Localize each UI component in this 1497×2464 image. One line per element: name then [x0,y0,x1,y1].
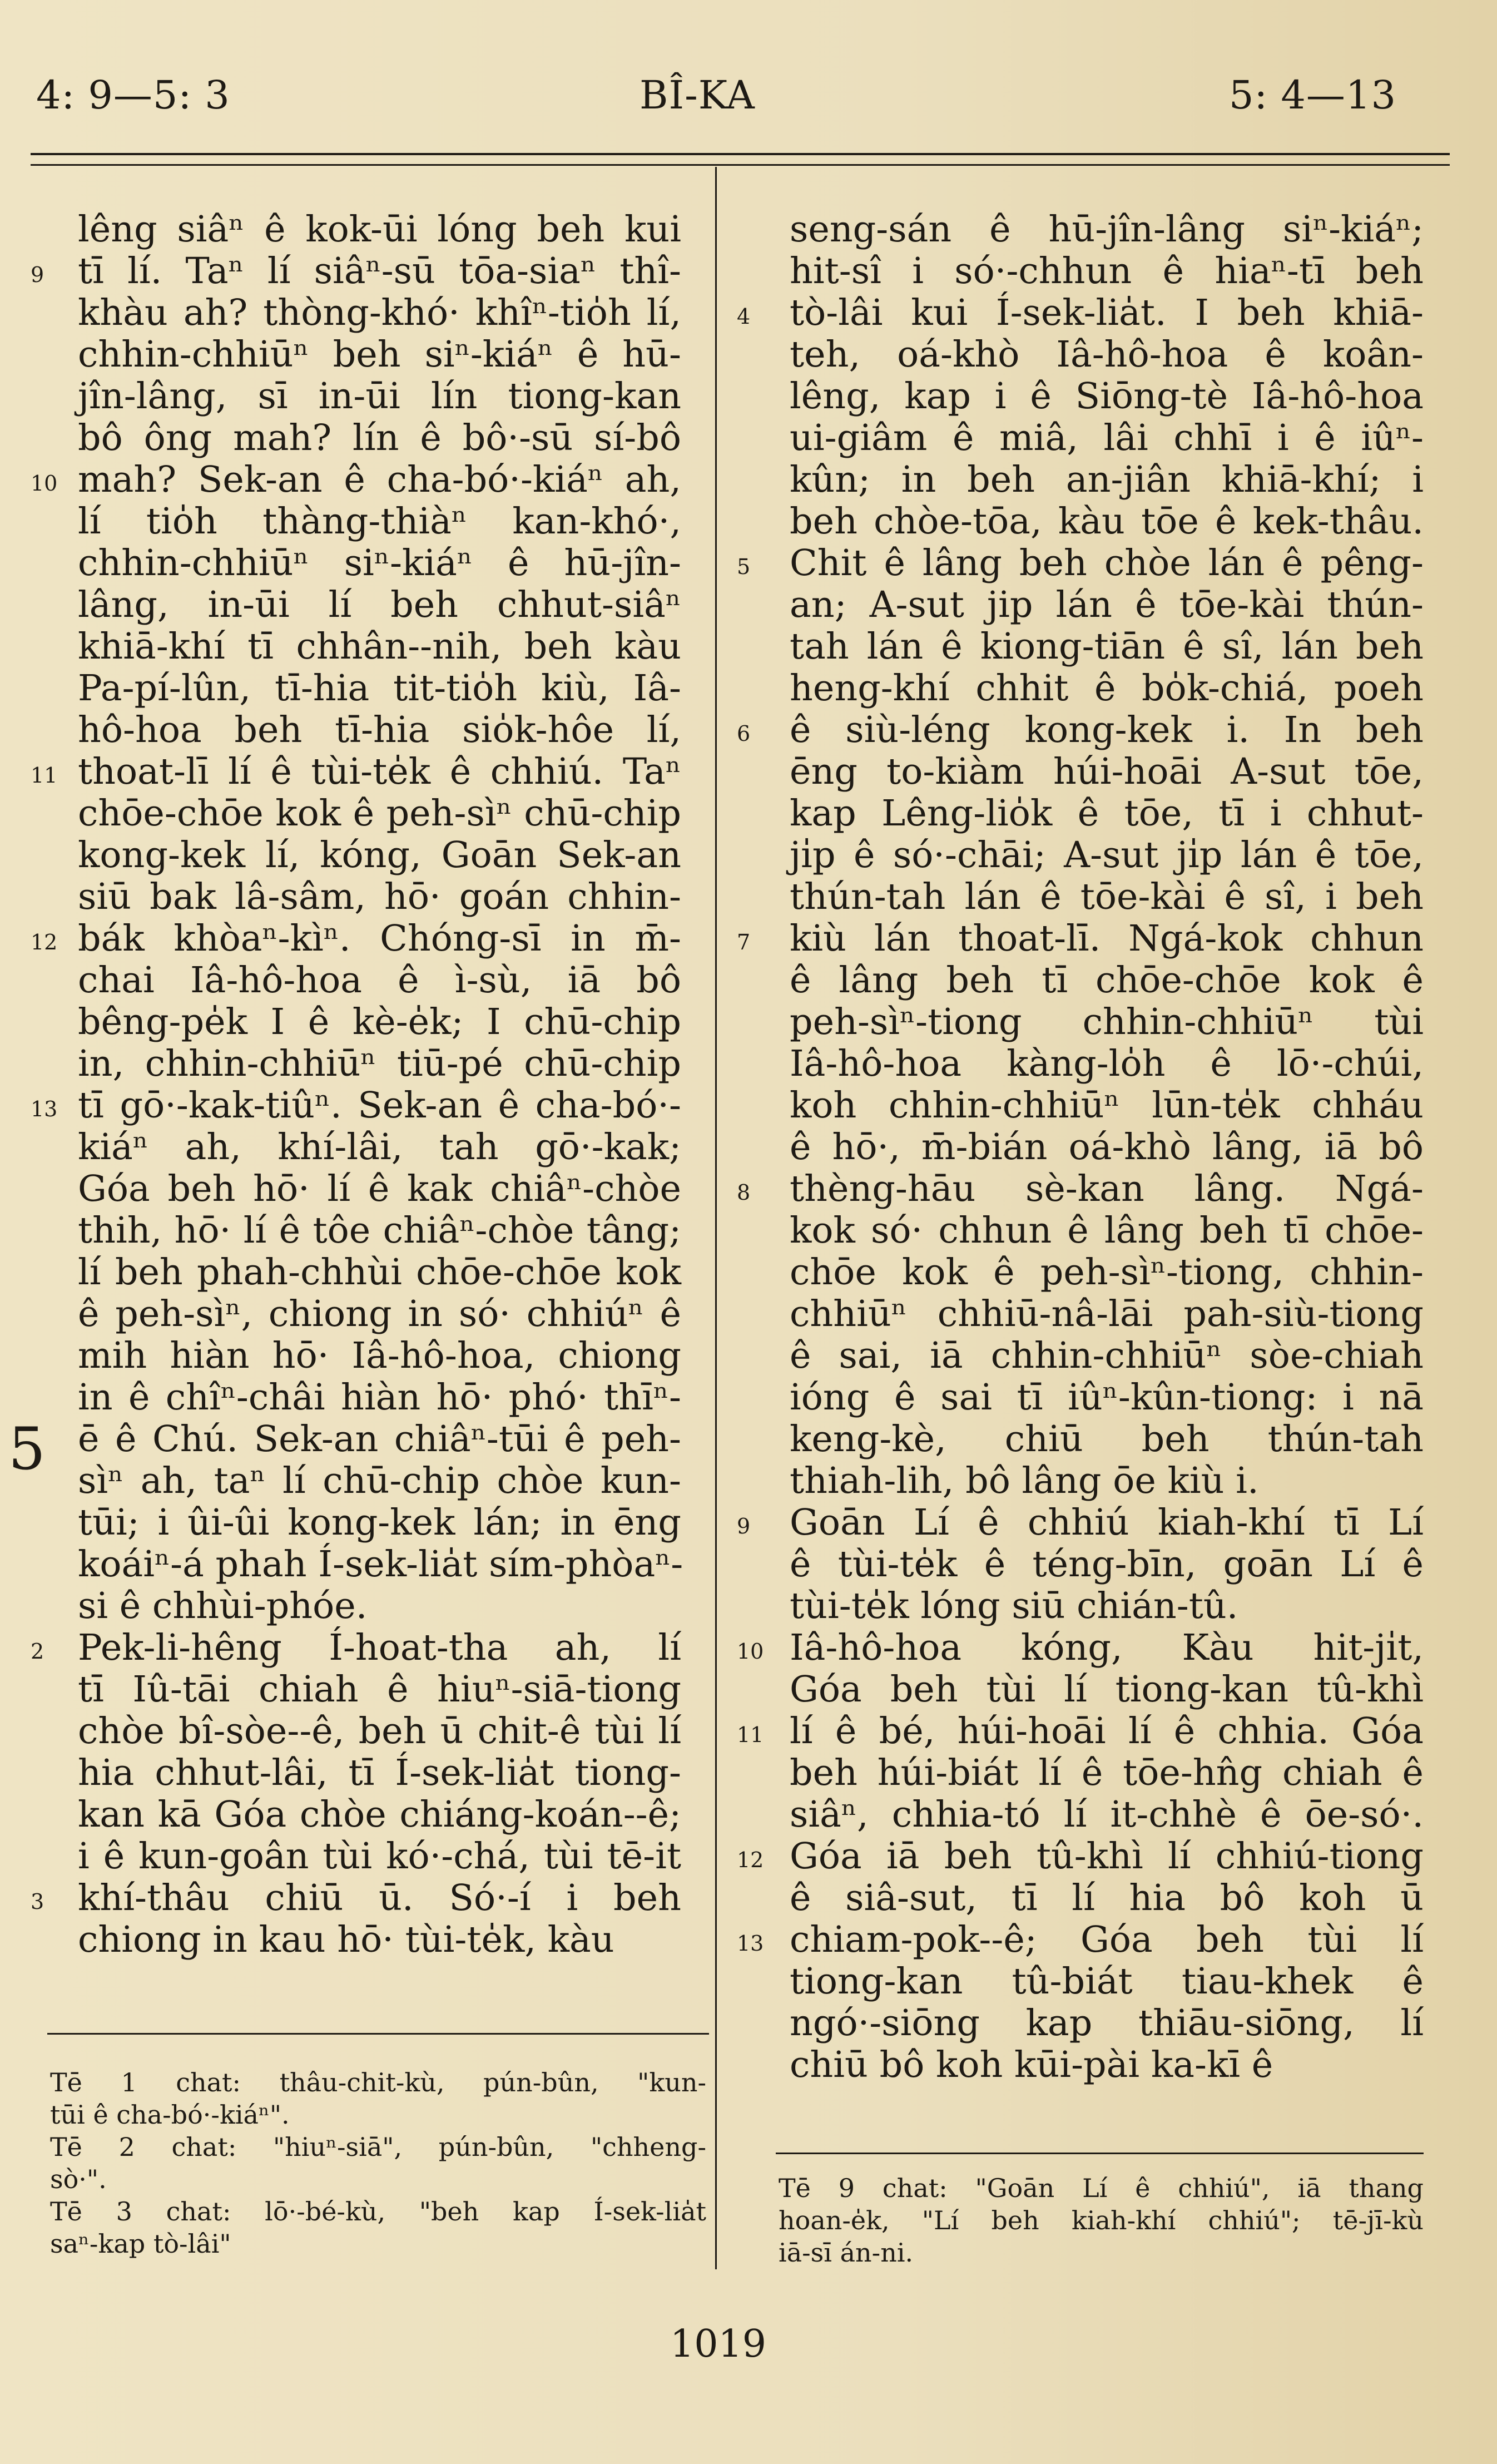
left-column-line [78,1794,681,1835]
right-column-line [790,501,1424,542]
right-column-line [790,1001,1424,1043]
line-text: chhin-chhiūⁿ siⁿ-kiáⁿ ê hū-jîn- [78,542,681,584]
line-text: Iâ-hô-hoa kàng-lo̍h ê lō·-chúi, [790,1043,1424,1085]
line-text: keng-kè, chiū beh thún-tah [790,1418,1424,1460]
right-column-line [790,1585,1424,1627]
chapter-number: 5 [8,1415,46,1483]
right-column-line [790,2002,1424,2044]
verse-number: 10 [737,1639,764,1664]
footnote-line: Tē 9 chat: "Goān Lí ê chhiú", iā thang [779,2173,1424,2203]
left-column-line [78,1293,681,1335]
line-text: ēng to-kiàm húi-hoāi A-sut tōe, [790,751,1424,793]
line-text: chiam-pok--ê; Góa beh tùi lí [790,1919,1424,1961]
line-text: ē ê Chú. Sek-an chiâⁿ-tūi ê peh- [78,1418,681,1460]
line-text: thiah-lih, bô lâng ōe kiù i. [790,1460,1259,1502]
line-text: chhin-chhiūⁿ beh siⁿ-kiáⁿ ê hū- [78,334,681,375]
line-text: Goān Lí ê chhiú kiah-khí tī Lí [790,1502,1424,1543]
left-column-line [78,542,681,584]
line-text: kiáⁿ ah, khí-lâi, tah gō·-kak; [78,1126,681,1168]
verse-number: 13 [737,1931,764,1956]
line-text: bák khòaⁿ-kìⁿ. Chóng-sī in m̄- [78,918,681,959]
left-column-line [78,834,681,876]
line-text: tah lán ê kiong-tiān ê sî, lán beh [790,626,1424,667]
running-head-left: 4: 9—5: 3 [36,72,230,118]
right-column-line [790,751,1424,793]
footnote-line: iā-sī án-ni. [779,2238,914,2268]
verse-number: 5 [737,555,751,579]
left-column-line [78,1001,681,1043]
line-text: tùi-te̍k lóng siū chián-tû. [790,1585,1238,1627]
line-text: tiong-kan tû-biát tiau-khek ê [790,1961,1424,2002]
right-column-line [737,1710,1424,1752]
line-text: peh-sìⁿ-tiong chhin-chhiūⁿ tùi [790,1001,1424,1043]
line-text: Góa beh hō· lí ê kak chiâⁿ-chòe [78,1168,681,1210]
left-column-line [78,584,681,626]
line-text: chhiūⁿ chhiū-nâ-lāi pah-siù-tiong [790,1293,1424,1335]
verse-number: 11 [737,1723,764,1747]
line-text: in ê chîⁿ-châi hiàn hō· phó· thīⁿ- [78,1377,681,1418]
line-text: thoat-lī lí ê tùi-te̍k ê chhiú. Taⁿ [78,751,681,793]
footnote-line: Tē 2 chat: "hiuⁿ-siā", pún-bûn, "chheng- [50,2132,706,2162]
right-column-line [790,1460,1424,1502]
left-column-line [78,209,681,250]
line-text: chiū bô koh kūi-pài ka-kī ê [790,2044,1273,2086]
footnote-line: sò·". [50,2164,107,2194]
left-column-line [78,709,681,751]
line-text: lí beh phah-chhùi chōe-chōe kok [78,1251,681,1293]
right-column-line [790,667,1424,709]
line-text: ê sai, iā chhin-chhiūⁿ sòe-chiah [790,1335,1424,1377]
line-text: lêng siâⁿ ê kok-ūi lóng beh kui [78,209,681,250]
left-column-line [31,459,681,501]
line-text: thih, hō· lí ê tôe chiâⁿ-chòe tâng; [78,1210,681,1251]
left-column-line [78,959,681,1001]
right-column-line [790,2044,1424,2086]
right-column-line [790,1752,1424,1794]
left-column-line [78,1126,681,1168]
right-column-line [790,1210,1424,1251]
left-column-line [78,1669,681,1710]
line-text: beh chòe-tōa, kàu tōe ê kek-thâu. [790,501,1424,542]
verse-number: 10 [31,471,58,496]
line-text: Pa-pí-lûn, tī-hia tit-tio̍h kiù, Iâ- [78,667,681,709]
left-column-line [78,1460,681,1502]
line-text: thèng-hāu sè-kan lâng. Ngá- [790,1168,1424,1210]
right-column-line [790,375,1424,417]
line-text: ngó·-siōng kap thiāu-siōng, lí [790,2002,1424,2044]
right-column-line [790,1251,1424,1293]
line-text: chōe kok ê peh-sìⁿ-tiong, chhin- [790,1251,1424,1293]
verse-number: 9 [737,1514,751,1538]
right-column-line [737,1502,1424,1543]
line-text: hia chhut-lâi, tī Í-sek-lia̍t tiong- [78,1752,681,1794]
line-text: Góa iā beh tû-khì lí chhiú-tiong [790,1835,1424,1877]
right-column-line [790,1043,1424,1085]
line-text: koáiⁿ-á phah Í-sek-lia̍t sím-phòaⁿ- [78,1543,683,1585]
right-column-line [790,1126,1424,1168]
left-column-line [78,1335,681,1377]
line-text: ê lâng beh tī chōe-chōe kok ê [790,959,1424,1001]
line-text: tò-lâi kui Í-sek-lia̍t. I beh khiā- [790,292,1424,334]
right-column-line [790,1961,1424,2002]
line-text: ji̍p ê só·-chāi; A-sut ji̍p lán ê tōe, [790,834,1424,876]
line-text: hit-sî i só·-chhun ê hiaⁿ-tī beh [790,250,1424,292]
verse-number: 12 [737,1848,764,1872]
line-text: tī gō·-kak-tiûⁿ. Sek-an ê cha-bó·- [78,1085,681,1126]
verse-number: 7 [737,930,751,954]
right-column-line [737,292,1424,334]
right-column-line [737,918,1424,959]
right-column-line [737,1627,1424,1669]
footnote-rule-left [47,2033,709,2035]
right-column-line [790,1335,1424,1377]
left-column-line [78,1585,681,1627]
line-text: khí-thâu chiū ū. Só·-í i beh [78,1877,681,1919]
left-column-line [78,1543,681,1585]
line-text: ê tùi-te̍k ê téng-bīn, goān Lí ê [790,1543,1424,1585]
left-column-line [78,1835,681,1877]
verse-number: 4 [737,304,751,329]
right-column-line [790,584,1424,626]
right-column-line [790,626,1424,667]
line-text: bô ông mah? lín ê bô·-sū sí-bô [78,417,681,459]
line-text: khàu ah? thòng-khó· khîⁿ-tio̍h lí, [78,292,681,334]
left-column-line [78,334,681,375]
right-column-line [790,834,1424,876]
line-text: ê peh-sìⁿ, chiong in só· chhiúⁿ ê [78,1293,681,1335]
line-text: kong-kek lí, kóng, Goān Sek-an [78,834,681,876]
footnotes-right [779,2172,1424,2269]
left-column-line [31,1627,681,1669]
page-number: 1019 [670,2322,767,2366]
line-text: chōe-chōe kok ê peh-sìⁿ chū-chip [78,793,681,834]
line-text: koh chhin-chhiūⁿ lūn-te̍k chháu [790,1085,1424,1126]
left-column-line [78,626,681,667]
running-head-title: BÎ-KA [640,72,755,118]
verse-number: 11 [31,763,58,788]
right-column-line [790,1293,1424,1335]
right-column-line [790,459,1424,501]
line-text: khiā-khí tī chhân--nih, beh kàu [78,626,681,667]
column-divider [715,167,717,2269]
left-column-line [78,793,681,834]
line-text: mih hiàn hō· Iâ-hô-hoa, chiong [78,1335,681,1377]
verse-number: 12 [31,930,58,954]
line-text: Góa beh tùi lí tiong-kan tû-khì [790,1669,1424,1710]
left-column-line [78,1251,681,1293]
left-column-line [31,918,681,959]
line-text: hô-hoa beh tī-hia sio̍k-hôe lí, [78,709,681,751]
right-column-line [790,1543,1424,1585]
left-column-line [78,375,681,417]
right-column-line [737,709,1424,751]
left-column-line [78,417,681,459]
line-text: heng-khí chhit ê bo̍k-chiá, poeh [790,667,1424,709]
right-column-line [790,1794,1424,1835]
left-column-line [78,876,681,918]
line-text: ui-giâm ê miâ, lâi chhī i ê iûⁿ- [790,417,1424,459]
right-text-column [737,209,1424,2086]
right-column-line [790,1377,1424,1418]
left-column-line [78,501,681,542]
line-text: siū bak lâ-sâm, hō· goán chhin- [78,876,681,918]
footnote-line: hoan-e̍k, "Lí beh kiah-khí chhiú"; tē-jī-kù [779,2205,1424,2235]
line-text: kok só· chhun ê lâng beh tī chōe- [790,1210,1424,1251]
line-text: ióng ê sai tī iûⁿ-kûn-tiong: i nā [790,1377,1424,1418]
left-column-line [31,1877,681,1919]
left-text-column [8,209,683,1961]
right-column-line [790,1669,1424,1710]
left-column-line [78,292,681,334]
line-text: sìⁿ ah, taⁿ lí chū-chip chòe kun- [78,1460,681,1502]
verse-number: 9 [31,263,44,287]
right-column-line [790,417,1424,459]
left-column-line [31,250,681,292]
line-text: thún-tah lán ê tōe-kài ê sî, i beh [790,876,1424,918]
verse-number: 13 [31,1097,58,1121]
line-text: lâng, in-ūi lí beh chhut-siâⁿ [78,584,681,626]
right-column-line [790,209,1424,250]
right-column-line [790,1085,1424,1126]
line-text: lí ê bé, húi-hoāi lí ê chhia. Góa [790,1710,1424,1752]
right-column-line [737,542,1424,584]
header-rule-secondary [31,164,1450,166]
right-column-line [737,1835,1424,1877]
line-text: siâⁿ, chhia-tó lí it-chhè ê ōe-só·. [790,1794,1424,1835]
line-text: mah? Sek-an ê cha-bó·-kiáⁿ ah, [78,459,681,501]
left-column-line [78,1377,681,1418]
right-column-line [737,1168,1424,1210]
line-text: jîn-lâng, sī in-ūi lín tiong-kan [78,375,681,417]
footnote-line: Tē 3 chat: lō·-bé-kù, "beh kap Í-sek-lia̍t [50,2196,706,2226]
right-column-line [790,334,1424,375]
line-text: kûn; in beh an-jiân khiā-khí; i [790,459,1424,501]
left-column-line [78,1210,681,1251]
line-text: tūi; i ûi-ûi kong-kek lán; in ēng [78,1502,681,1543]
verse-number: 8 [737,1180,751,1205]
right-column-line [737,1919,1424,1961]
line-text: chai Iâ-hô-hoa ê ì-sù, iā bô [78,959,681,1001]
line-text: Chit ê lâng beh chòe lán ê pêng- [790,542,1424,584]
line-text: chiong in kau hō· tùi-te̍k, kàu [78,1919,614,1961]
line-text: kiù lán thoat-lī. Ngá-kok chhun [790,918,1424,959]
footnote-line: saⁿ-kap tò-lâi" [50,2229,231,2259]
footnote-line: tūi ê cha-bó·-kiáⁿ". [50,2100,290,2130]
verse-number: 3 [31,1889,44,1914]
left-column-line [78,1919,681,1961]
line-text: kan kā Góa chòe chiáng-koán--ê; [78,1794,681,1835]
line-text: si ê chhùi-phóe. [78,1585,368,1627]
line-text: tī Iû-tāi chiah ê hiuⁿ-siā-tiong [78,1669,681,1710]
footnote-line: Tē 1 chat: thâu-chit-kù, pún-bûn, "kun- [50,2067,706,2097]
right-column-line [790,1418,1424,1460]
line-text: seng-sán ê hū-jîn-lâng siⁿ-kiáⁿ; [790,209,1424,250]
line-text: bêng-pe̍k I ê kè-e̍k; I chū-chip [78,1001,681,1043]
left-column-line [31,751,681,793]
running-head-right: 5: 4—13 [1229,72,1396,118]
header-rule [31,153,1450,155]
line-text: ê hō·, m̄-bián oá-khò lâng, iā bô [790,1126,1424,1168]
line-text: i ê kun-goân tùi kó·-chá, tùi tē-it [78,1835,681,1877]
left-column-line [78,1502,681,1543]
line-text: Iâ-hô-hoa kóng, Kàu hit-ji̍t, [790,1627,1424,1669]
right-column-line [790,876,1424,918]
right-column-line [790,1877,1424,1919]
left-column-line [78,1752,681,1794]
line-text: tī lí. Taⁿ lí siâⁿ-sū tōa-siaⁿ thî- [78,250,681,292]
line-text: chòe bî-sòe--ê, beh ū chit-ê tùi lí [78,1710,681,1752]
right-column-line [790,250,1424,292]
verse-number: 2 [31,1639,44,1664]
left-column-line [78,1710,681,1752]
left-column-line [78,1168,681,1210]
left-column-line [31,1085,681,1126]
verse-number: 6 [737,721,751,746]
left-column-line [78,667,681,709]
line-text: kap Lêng-lio̍k ê tōe, tī i chhut- [790,793,1424,834]
footnote-rule-right [776,2153,1424,2154]
line-text: ê siâ-sut, tī lí hia bô koh ū [790,1877,1424,1919]
line-text: teh, oá-khò Iâ-hô-hoa ê koân- [790,334,1424,375]
line-text: beh húi-biát lí ê tōe-hn̂g chiah ê [790,1752,1424,1794]
footnotes-left [50,2066,706,2260]
right-column-line [790,959,1424,1001]
line-text: ê siù-léng kong-kek i. In beh [790,709,1424,751]
line-text: lêng, kap i ê Siōng-tè Iâ-hô-hoa [790,375,1424,417]
line-text: in, chhin-chhiūⁿ tiū-pé chū-chip [78,1043,681,1085]
line-text: an; A-sut jip lán ê tōe-kài thún- [790,584,1424,626]
line-text: Pek-li-hêng Í-hoat-tha ah, lí [78,1627,681,1669]
left-column-line [78,1043,681,1085]
line-text: lí tio̍h thàng-thiàⁿ kan-khó·, [78,501,681,542]
right-column-line [790,793,1424,834]
